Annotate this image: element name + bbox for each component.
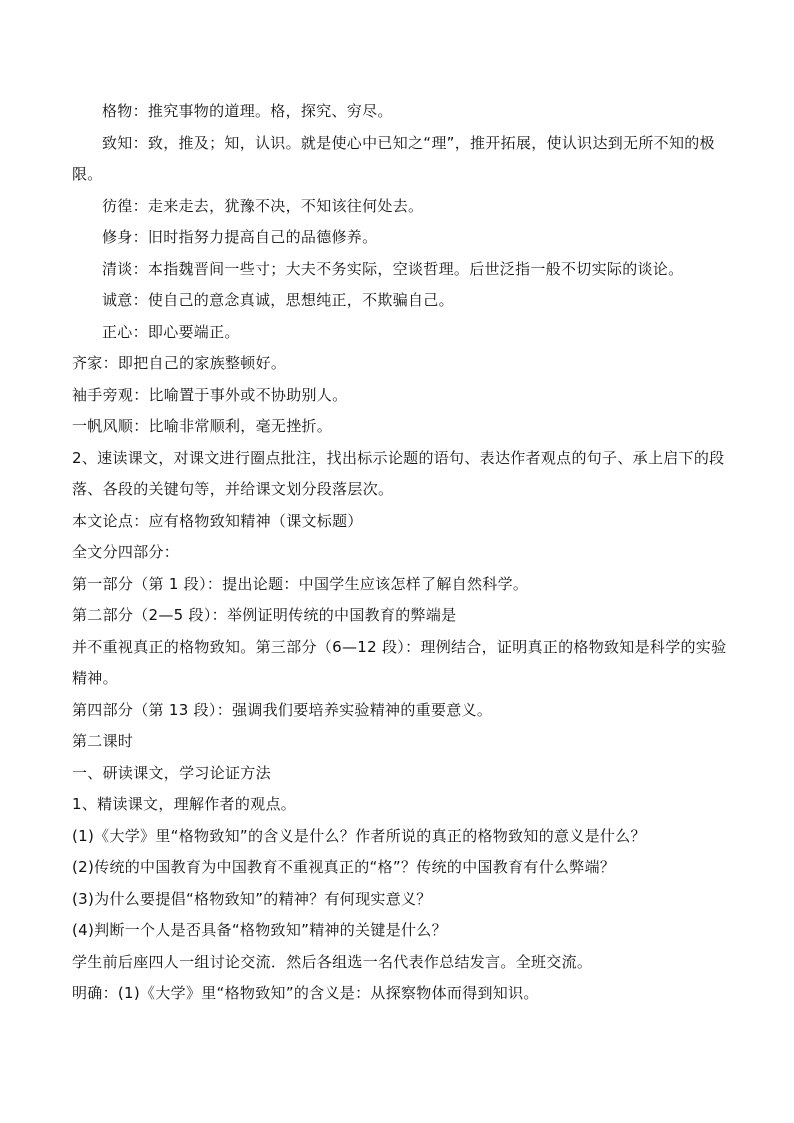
section-heading-study: 一、研读课文，学习论证方法 (72, 763, 271, 782)
paragraph-yifan: 一帆风顺：比喻非常顺利，毫无挫折。 (72, 417, 333, 435)
paragraph-xiushen: 修身：旧时指努力提高自己的品德修养。 (102, 228, 378, 246)
paragraph-part-4: 第四部分（第 13 段）：强调我们要培养实验精神的重要意义。 (72, 700, 493, 719)
paragraph-qijia: 齐家：即把自己的家族整顿好。 (72, 354, 287, 372)
paragraph-panghuang: 彷徨：走来走去，犹豫不决，不知该往何处去。 (102, 196, 424, 215)
paragraph-part-3: 并不重视真正的格物致知。第三部分（6—12 段）：理例结合，证明真正的格物致知是科学的实验精神。 (72, 637, 727, 687)
question-4: (4)判断一个人是否具备“格物致知”精神的关键是什么？ (72, 921, 447, 939)
paragraph-qingtan: 清谈：本指魏晋间一些寸；大夫不务实际，空谈哲理。后世泛指一般不切实际的谈论。 (102, 259, 684, 278)
paragraph-discussion: 学生前后座四人一组讨论交流．然后各组选一名代表作总结发言。全班交流。 (72, 952, 593, 971)
paragraph-chengyi: 诚意：使自己的意念真诚，思想纯正，不欺骗自己。 (102, 291, 454, 309)
paragraph-gewu: 格物：推究事物的道理。格，探究、穷尽。 (102, 102, 393, 120)
question-2: (2)传统的中国教育为中国教育不重视真正的“格”？传统的中国教育有什么弊端？ (72, 858, 616, 876)
paragraph-xiushou: 袖手旁观：比喻置于事外或不协助别人。 (72, 385, 348, 404)
paragraph-zhizhi: 致知：致，推及；知，认识。就是使心中已知之“理”，推开拓展，使认识达到无所不知的极限。 (72, 133, 715, 183)
question-1: (1)《大学》里“格物致知”的含义是什么？作者所说的真正的格物致知的意义是什么？ (72, 826, 646, 845)
paragraph-thesis: 本文论点：应有格物致知精神（课文标题） (72, 511, 363, 530)
section-heading-lesson-2: 第二课时 (72, 732, 134, 750)
paragraph-task-2: 2、速读课文，对课文进行圈点批注，找出标示论题的语句、表达作者观点的句子、承上启下的段落、各段的关键句等，并给课文划分段落层次。 (72, 448, 725, 498)
paragraph-task-1: 1、精读课文，理解作者的观点。 (72, 795, 297, 813)
paragraph-zhengxin: 正心：即心要端正。 (102, 322, 240, 341)
paragraph-answer-1: 明确：(1)《大学》里“格物致知”的含义是：从探察物体而得到知识。 (72, 984, 539, 1002)
document-body (72, 96, 727, 1010)
paragraph-part-2: 第二部分（2—5 段）：举例证明传统的中国教育的弊端是 (72, 606, 457, 624)
paragraph-part-1: 第一部分（第 1 段）：提出论题：中国学生应该怎样了解自然科学。 (72, 574, 529, 593)
question-3: (3)为什么要提倡“格物致知”的精神？有何现实意义？ (72, 889, 432, 908)
paragraph-structure-intro: 全文分四部分： (72, 543, 180, 561)
